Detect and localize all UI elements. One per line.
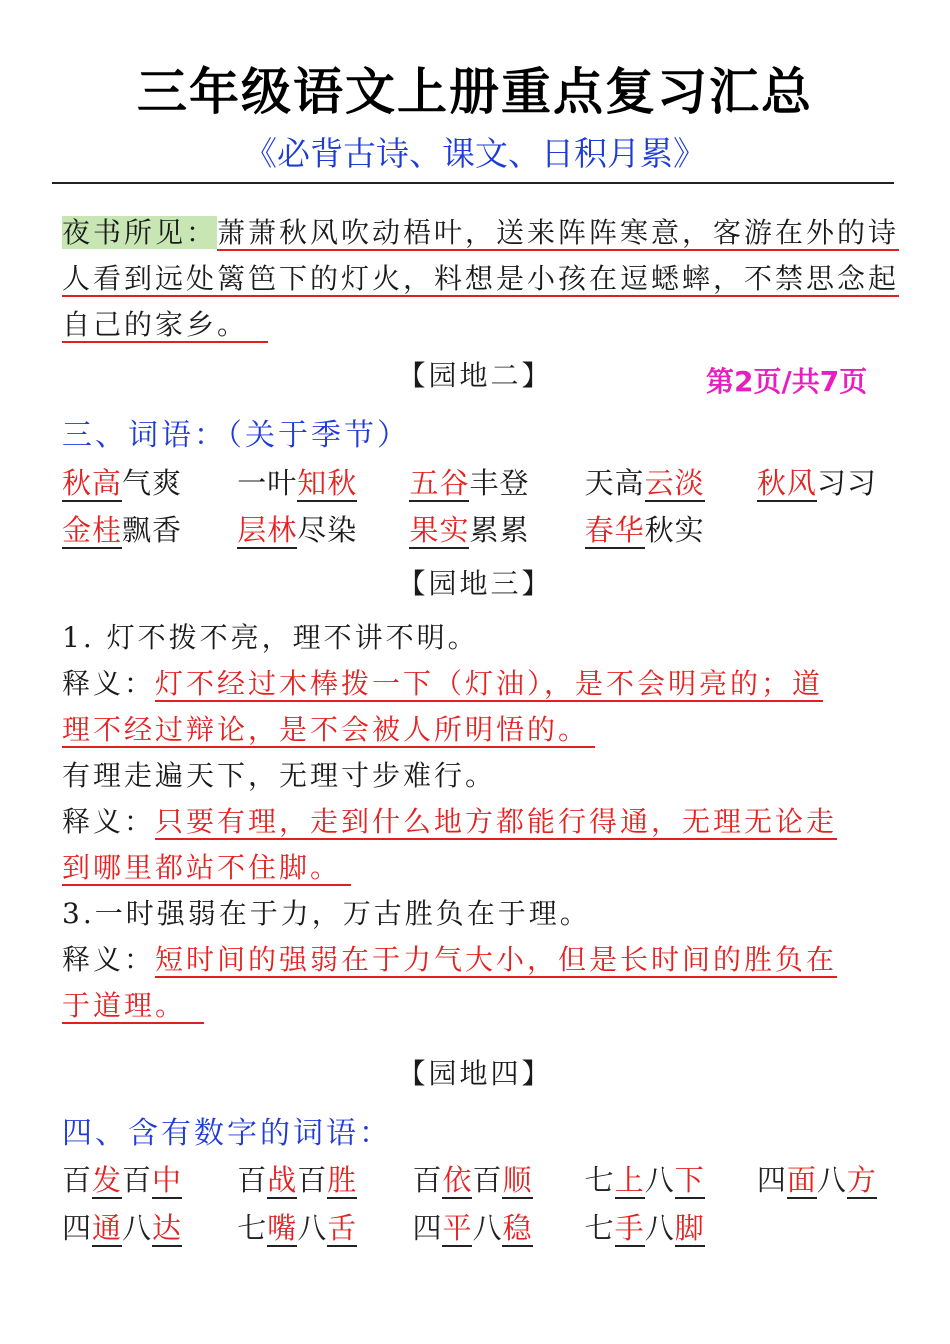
explanation-2-line-2: [62, 845, 892, 891]
number-word-item: 百发百中: [62, 1163, 183, 1197]
proverb-2: 有理走遍天下，无理寸步难行。: [62, 759, 497, 792]
poem-text-3: 自己的家乡。: [62, 308, 268, 343]
season-words-row-1: [62, 460, 877, 506]
poem-text-2: 人看到远处篱笆下的灯火，料想是小孩在逗蟋蟀，不禁思念起: [62, 262, 900, 295]
explanation-label: 释义：: [62, 667, 156, 700]
number-word-item: 七手八脚: [584, 1211, 705, 1245]
explanation-2-line-1: [62, 799, 892, 845]
word-item: 五谷丰登: [409, 466, 530, 500]
word-item: 春华秋实: [584, 513, 705, 547]
explanation-3-line-2: [62, 983, 892, 1029]
poem-line-1: [62, 210, 900, 256]
explanation-3-line-1: [62, 937, 892, 983]
number-word-item: 四平八稳: [412, 1211, 533, 1245]
section-heading-numbers: 四、含有数字的词语：: [62, 1116, 392, 1151]
poem-text-1: 萧萧秋风吹动梧叶，送来阵阵寒意，客游在外的诗: [217, 216, 900, 249]
page-title: 三年级语文上册重点复习汇总: [137, 63, 813, 121]
number-word-item: 百依百顺: [412, 1163, 533, 1197]
page-subtitle: 《必背古诗、课文、日积月累》: [244, 134, 706, 173]
word-item: 金桂飘香: [62, 513, 183, 547]
number-word-item: 四面八方: [756, 1163, 877, 1197]
explanation-1-line-2: [62, 707, 892, 753]
explanation-1-line-1: [62, 661, 892, 707]
word-item: 秋风习习: [756, 466, 877, 500]
word-item: 天高云淡: [584, 466, 705, 500]
poem-line-3: [62, 302, 892, 348]
explanation-2-text-a: 只要有理，走到什么地方都能行得通，无理无论走: [155, 805, 838, 838]
number-word-item: 七嘴八舌: [237, 1211, 358, 1245]
title-divider: [52, 182, 894, 184]
section-bracket-2: 【园地二】: [397, 359, 553, 392]
proverbs-block: [62, 615, 892, 1029]
number-word-item: 百战百胜: [237, 1163, 358, 1197]
explanation-2-text-b: 到哪里都站不住脚。: [62, 851, 351, 886]
number-word-item: 四通八达: [62, 1211, 183, 1245]
number-words-row-2: [62, 1205, 705, 1251]
word-item: 一叶知秋: [237, 466, 358, 500]
poem-line-2: [62, 256, 900, 302]
section-heading-seasons: 三、词语：（关于季节）: [62, 418, 410, 453]
explanation-3-text-b: 于道理。: [62, 989, 204, 1024]
poem-paragraph: [62, 210, 900, 348]
explanation-1-text-b: 理不经过辩论，是不会被人所明悟的。: [62, 713, 595, 748]
explanation-label: 释义：: [62, 805, 156, 838]
word-item: 果实累累: [409, 513, 530, 547]
proverb-3: 3.一时强弱在于力，万古胜负在于理。: [62, 897, 591, 930]
proverb-1: 1. 灯不拨不亮，理不讲不明。: [62, 621, 479, 654]
season-words-row-2: [62, 507, 705, 553]
poem-label: 夜书所见：: [62, 216, 218, 249]
explanation-3-text-a: 短时间的强弱在于力气大小，但是长时间的胜负在: [155, 943, 838, 976]
page-indicator: 第2页/共7页: [706, 365, 868, 398]
word-item: 秋高气爽: [62, 466, 183, 500]
number-words-row-1: [62, 1157, 877, 1203]
explanation-1-text-a: 灯不经过木棒拨一下（灯油），是不会明亮的；道: [155, 667, 824, 700]
section-bracket-4: 【园地四】: [397, 1057, 553, 1090]
section-bracket-3: 【园地三】: [397, 567, 553, 600]
number-word-item: 七上八下: [584, 1163, 705, 1197]
word-item: 层林尽染: [237, 513, 358, 547]
explanation-label: 释义：: [62, 943, 156, 976]
